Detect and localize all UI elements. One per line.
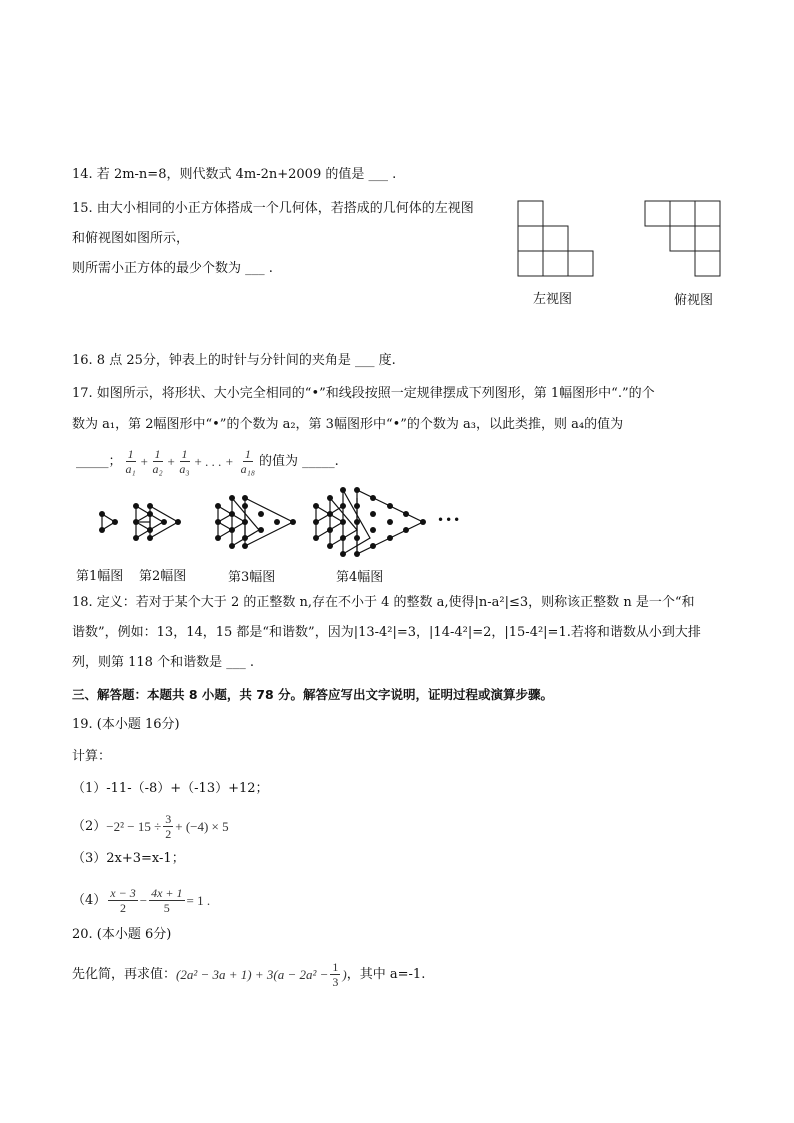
q19-part3: （3）2x+3=x-1； — [72, 851, 185, 866]
pattern-dot — [99, 527, 105, 533]
pattern-dot — [327, 543, 333, 549]
q19-part2-tail: + (−4) × 5 — [175, 818, 229, 834]
pattern-dot — [215, 503, 221, 509]
question-16: 16. 8 点 25分，钟表上的时针与分针间的夹角是 ___ 度. — [72, 353, 396, 368]
q19-part2-expr: −2² − 15 ÷ — [106, 818, 162, 834]
pattern-dot — [99, 511, 105, 517]
caption-fig3: 第3幅图 — [228, 570, 276, 585]
caption-fig1: 第1幅图 — [76, 569, 124, 584]
pattern-dot — [147, 503, 153, 509]
pattern-dot — [147, 535, 153, 541]
q20-suffix: ，其中 a=-1. — [346, 966, 426, 982]
pattern-dot — [229, 527, 235, 533]
lv-cell — [518, 226, 543, 251]
series-ellipsis: . . . + — [205, 453, 234, 469]
q17-blank-a4: _____； — [76, 453, 122, 469]
frac-1-over-a18: $\frac{1}{\text{a₁₈}}$ — [240, 447, 255, 476]
question-14: 14. 若 2m-n=8，则代数式 4m-2n+2009 的值是 ___ . — [72, 167, 397, 182]
pattern-dot — [258, 511, 264, 517]
pattern-dot — [161, 519, 167, 525]
lv-cell — [568, 251, 593, 276]
q19-part2 — [72, 812, 229, 841]
pattern-dot — [387, 503, 393, 509]
pattern-dot — [327, 511, 333, 517]
pattern-dot — [370, 527, 376, 533]
question-18-line3: 列，则第 118 个和谐数是 ___ . — [72, 655, 254, 670]
question-17-line2: 数为 a₁，第 2幅图形中“•”的个数为 a₂，第 3幅图形中“•”的个数为 a₃，以此类推，则 a₄的值为 — [72, 417, 624, 432]
question-18-line1: 18. 定义：若对于某个大于 2 的正整数 n,存在不小于 4 的整数 a,使得|n-a²|≤3，则称该正整数 n 是一个“和 — [72, 595, 695, 610]
question-19-header: 19. (本小题 16分) — [72, 717, 180, 732]
pattern-dot — [258, 527, 264, 533]
pattern-dot — [313, 519, 319, 525]
tv-cell — [695, 226, 720, 251]
question-20-header: 20. (本小题 6分) — [72, 927, 172, 942]
section-3-title: 三、解答题：本题共 8 小题，共 78 分。解答应写出文字说明，证明过程或演算步骤。 — [72, 687, 554, 702]
pattern-dot — [370, 511, 376, 517]
pattern-dot — [354, 503, 360, 509]
pattern-dot — [313, 503, 319, 509]
pattern-dot — [112, 519, 118, 525]
q20-close-paren: ) — [342, 966, 347, 982]
top-view-caption: 俯视图 — [674, 293, 714, 308]
pattern-dot — [354, 535, 360, 541]
question-15-line3: 则所需小正方体的最少个数为 ___ . — [72, 261, 273, 276]
caption-fig2: 第2幅图 — [139, 569, 187, 584]
frac-1-over-a2: $\frac{1}{\text{a₂}}$ — [152, 447, 163, 476]
q19-part1: （1）-11-（-8）+（-13）+12； — [72, 781, 269, 796]
pattern-dot — [420, 519, 426, 525]
q19-part4-tail: = 1 . — [186, 892, 211, 908]
pattern-dot — [354, 487, 360, 493]
question-19-instruction: 计算： — [72, 749, 112, 764]
pattern-dot — [229, 543, 235, 549]
q20-frac: $\frac{1}{3}$ — [332, 960, 339, 989]
q17-blank-sum: 的值为 _____. — [259, 453, 339, 469]
lv-cell — [518, 251, 543, 276]
pattern-dot — [340, 551, 346, 557]
pattern-dot — [133, 535, 139, 541]
minus-sign: − — [139, 892, 148, 908]
pattern-dot — [133, 519, 139, 525]
lv-cell — [543, 251, 568, 276]
lv-cell — [543, 226, 568, 251]
left-view-caption: 左视图 — [533, 292, 573, 307]
q19-part4-label: （4） — [72, 892, 107, 908]
pattern-dot — [242, 535, 248, 541]
plus-sign: + — [139, 453, 149, 469]
pattern-dot — [229, 511, 235, 517]
question-15-line1: 15. 由大小相同的小正方体搭成一个几何体，若搭成的几何体的左视图 — [72, 201, 474, 216]
pattern-dot — [327, 527, 333, 533]
q19-part2-label: （2） — [72, 818, 107, 834]
tv-cell — [695, 251, 720, 276]
tv-cell — [645, 201, 670, 226]
pattern-dot — [327, 495, 333, 501]
pattern-dot — [274, 519, 280, 525]
pattern-dot — [340, 503, 346, 509]
plus-sign: + — [193, 453, 203, 469]
pattern-dot — [354, 551, 360, 557]
pattern-dot — [133, 503, 139, 509]
pattern-dot — [340, 487, 346, 493]
pattern-dot — [147, 511, 153, 517]
pattern-dot — [147, 527, 153, 533]
tv-cell — [670, 226, 695, 251]
question-18-line2: 谐数”，例如：13，14，15 都是“和谐数”，因为|13-4²|=3，|14-4²|=2，|15-4²|=1.若将和谐数从小到大排 — [72, 625, 701, 640]
q19-part4 — [72, 886, 210, 915]
pattern-dot — [242, 543, 248, 549]
pattern-dot — [215, 535, 221, 541]
pattern-dot — [370, 495, 376, 501]
pattern-dot — [242, 503, 248, 509]
pattern-dot — [403, 511, 409, 517]
tv-cell — [695, 201, 720, 226]
left-view-grid — [518, 201, 593, 276]
q19-part4-frac2: $\frac{4x + 1}{5}$ — [151, 886, 183, 915]
caption-fig4: 第4幅图 — [336, 570, 384, 585]
lv-cell — [518, 201, 543, 226]
q20-prefix: 先化简，再求值： — [72, 966, 177, 982]
frac-1-over-a3: $\frac{1}{\text{a₃}}$ — [179, 447, 190, 476]
pattern-dot — [242, 495, 248, 501]
q19-part4-frac1: $\frac{x - 3}{2}$ — [110, 886, 136, 915]
plus-sign: + — [166, 453, 176, 469]
question-17-line3 — [76, 447, 339, 476]
pattern-dot — [215, 519, 221, 525]
pattern-dot — [387, 519, 393, 525]
pattern-dot — [403, 527, 409, 533]
pattern-dot — [290, 519, 296, 525]
question-20-body — [72, 960, 425, 989]
q19-part2-frac: $\frac{3}{2}$ — [165, 812, 172, 841]
frac-1-over-a1: $\frac{1}{\text{a₁}}$ — [125, 447, 136, 476]
question-15-line2: 和俯视图如图所示， — [72, 231, 190, 246]
pattern-dot — [387, 535, 393, 541]
pattern-dot — [242, 519, 248, 525]
pattern-dot — [354, 519, 360, 525]
top-view-grid — [645, 201, 720, 276]
pattern-dot — [229, 495, 235, 501]
pattern-dot — [340, 535, 346, 541]
pattern-dot — [370, 543, 376, 549]
pattern-dot — [313, 535, 319, 541]
pattern-dot — [340, 519, 346, 525]
q20-expr: (2a² − 3a + 1) + 3(a − 2a² − — [176, 966, 329, 982]
question-17-line1: 17. 如图所示，将形状、大小完全相同的“•”和线段按照一定规律摆成下列图形，第 1幅图形中“.”的个 — [72, 386, 655, 401]
tv-cell — [670, 201, 695, 226]
pattern-dot — [175, 519, 181, 525]
pattern-ellipsis: ••• — [437, 513, 462, 527]
